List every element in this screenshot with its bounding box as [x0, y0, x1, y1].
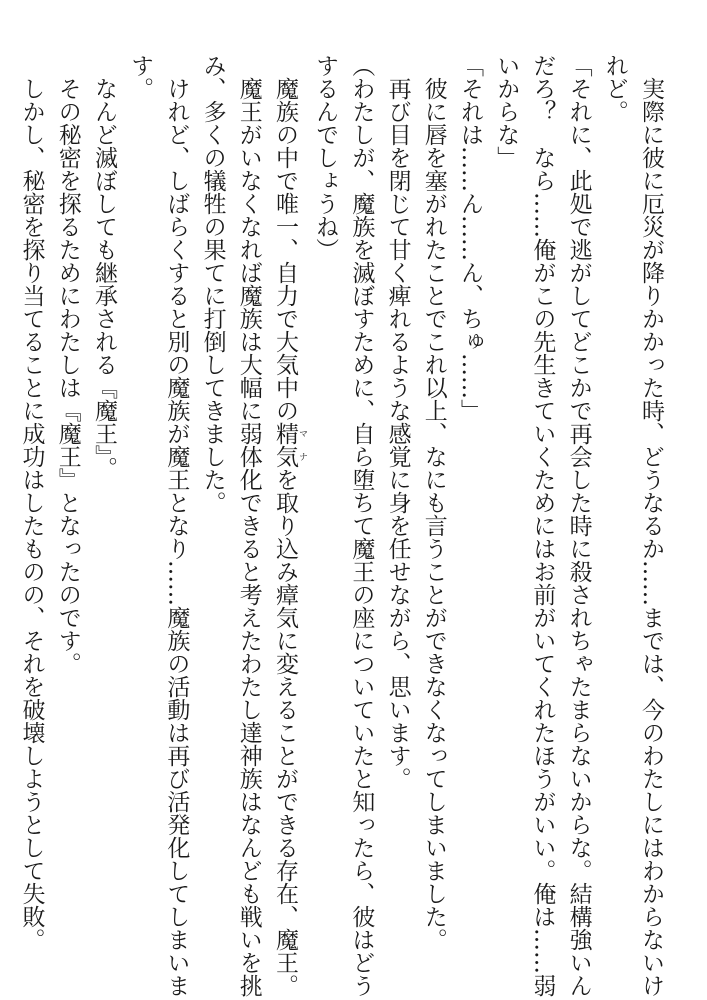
- text-line: その秘密を探るためにわたしは『魔王』となったのです。: [54, 54, 81, 675]
- text-line: だろ？ なら……俺がこの先生きていくためにはお前がいてくれたほうがいい。俺は……弱: [529, 54, 556, 997]
- vertical-text-body: [13, 54, 669, 997]
- text-line: 魔族の中で唯一、自力で大気中の精気 マナを取り込み瘴気に変えることができる存在、魔王。: [271, 54, 307, 997]
- text-line: 「それは……ん……ん、ちゅ……」: [456, 54, 483, 422]
- text-line: み、多くの犠牲の果てに打倒してきました。: [199, 54, 226, 514]
- text-line: 魔王がいなくなれば魔族は大幅に弱体化できると考えたわたし達神族はなんども戦いを挑: [235, 54, 262, 997]
- text-line: けれど、しばらくすると別の魔族が魔王となり……魔族の活動は再び活発化してしまいま: [163, 54, 190, 997]
- text-line: なんど滅ぼしても継承される『魔王』。: [90, 54, 117, 480]
- ruby-annotation: 精気 マナ: [271, 422, 307, 468]
- text-line: 実際に彼に厄災が降りかかった時、どうなるか……までは、今のわたしにはわからないけ: [638, 54, 664, 997]
- text-line: （わたしが、魔族を滅ぼすために、自ら堕ちて魔王の座についていたと知ったら、彼はどう: [348, 54, 375, 997]
- text-line: 「それに、此処で逃がしてどこかで再会した時に殺されちゃたまらないからな。結構強いん: [565, 54, 592, 997]
- text-line: す。: [127, 54, 154, 100]
- text-line: するんでしょうね）: [312, 54, 339, 261]
- text-line: しかし、秘密を探り当てることに成功はしたものの、それを破壊しようとして失敗。: [18, 54, 45, 951]
- ruby-reading: マナ: [296, 422, 307, 468]
- text-line: 彼に唇を塞がれたことでこれ以上、なにも言うことができなくなってしまいました。: [420, 54, 447, 951]
- text-line: いからな」: [493, 54, 520, 169]
- text-line: 再び目を閉じて甘く痺れるような感覚に身を任せながら、思います。: [384, 54, 411, 790]
- text-line: れど。: [601, 54, 628, 123]
